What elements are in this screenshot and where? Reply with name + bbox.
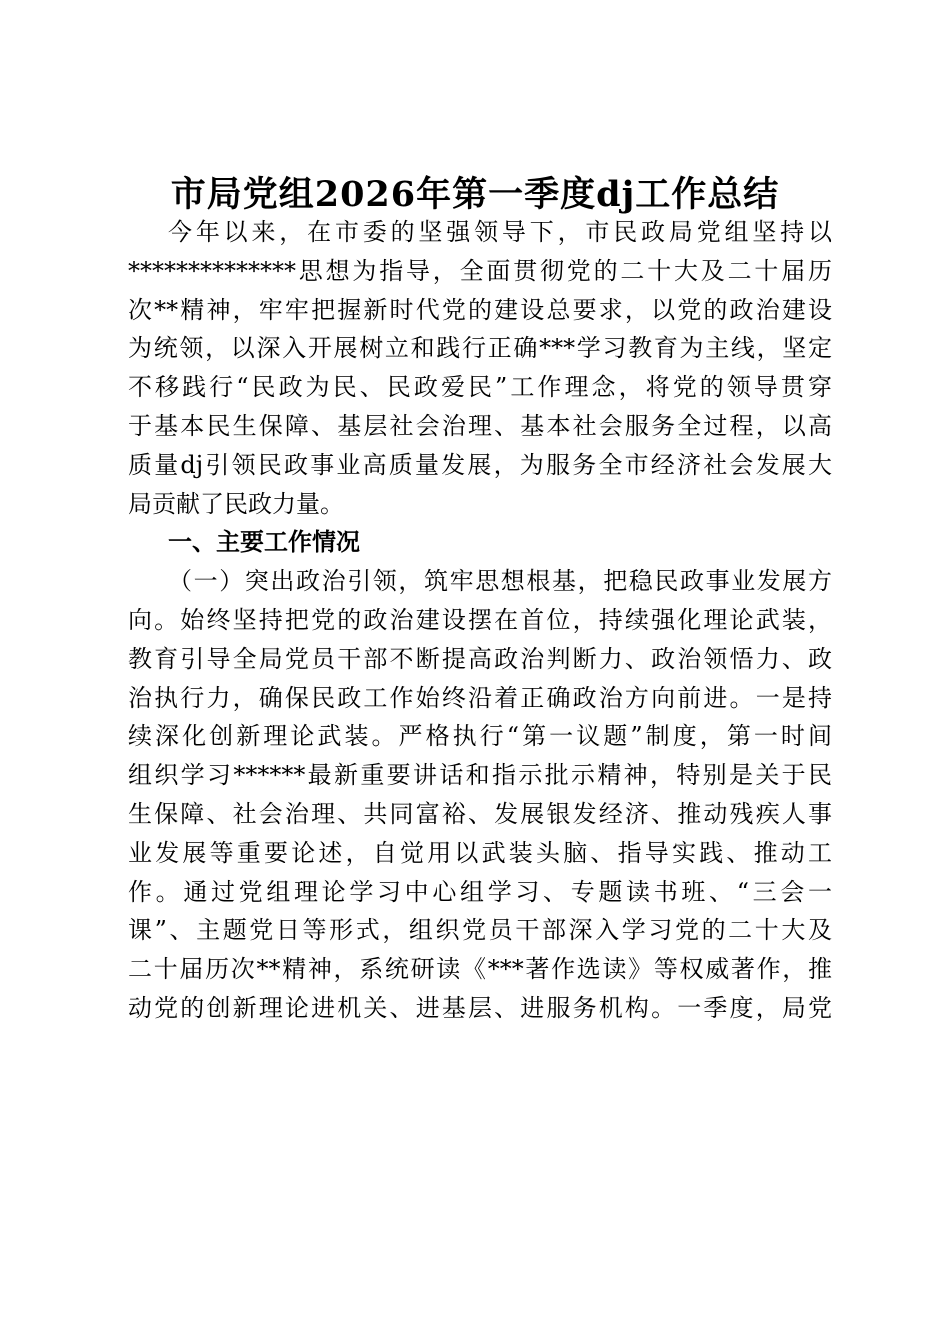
subsection-line: 生保障、社会治理、共同富裕、发展银发经济、推动残疾人事 (128, 799, 832, 828)
subsection-line: 治执行力，确保民政工作始终沿着正确政治方向前进。一是持 (128, 683, 832, 712)
intro-line: 不移践行“民政为民、民政爱民”工作理念，将党的领导贯穿 (128, 373, 832, 402)
subsection-line: （一）突出政治引领，筑牢思想根基，把稳民政事业发展方 (168, 567, 832, 596)
subsection-line: 业发展等重要论述，自觉用以武装头脑、指导实践、推动工 (128, 838, 832, 867)
intro-line: 局贡献了民政力量。 (128, 489, 344, 518)
intro-line: 次**精神，牢牢把握新时代党的建设总要求，以党的政治建设 (128, 295, 832, 324)
subsection-line: 教育引导全局党员干部不断提高政治判断力、政治领悟力、政 (128, 644, 832, 673)
subsection-line: 作。通过党组理论学习中心组学习、专题读书班、“三会一 (128, 877, 832, 906)
document-title: 市局党组2026年第一季度dj工作总结 (170, 174, 780, 215)
intro-line: 为统领，以深入开展树立和践行正确***学习教育为主线，坚定 (128, 334, 832, 363)
document-body (128, 213, 832, 1028)
intro-line: **************思想为指导，全面贯彻党的二十大及二十届历 (128, 256, 832, 285)
subsection-line: 二十届历次**精神，系统研读《***著作选读》等权威著作，推 (128, 955, 832, 984)
intro-line: 于基本民生保障、基层社会治理、基本社会服务全过程，以高 (128, 411, 832, 440)
subsection-line: 向。始终坚持把党的政治建设摆在首位，持续强化理论武装， (128, 605, 832, 634)
section-heading: 一、主要工作情况 (168, 528, 360, 557)
subsection-line: 组织学习******最新重要讲话和指示批示精神，特别是关于民 (128, 761, 832, 790)
intro-line: 质量dj引领民政事业高质量发展，为服务全市经济社会发展大 (128, 450, 832, 479)
subsection-line: 续深化创新理论武装。严格执行“第一议题”制度，第一时间 (128, 722, 832, 751)
subsection-line: 动党的创新理论进机关、进基层、进服务机构。一季度，局党 (128, 993, 832, 1022)
intro-line: 今年以来，在市委的坚强领导下，市民政局党组坚持以 (168, 218, 832, 246)
subsection-line: 课”、主题党日等形式，组织党员干部深入学习党的二十大及 (128, 916, 832, 945)
